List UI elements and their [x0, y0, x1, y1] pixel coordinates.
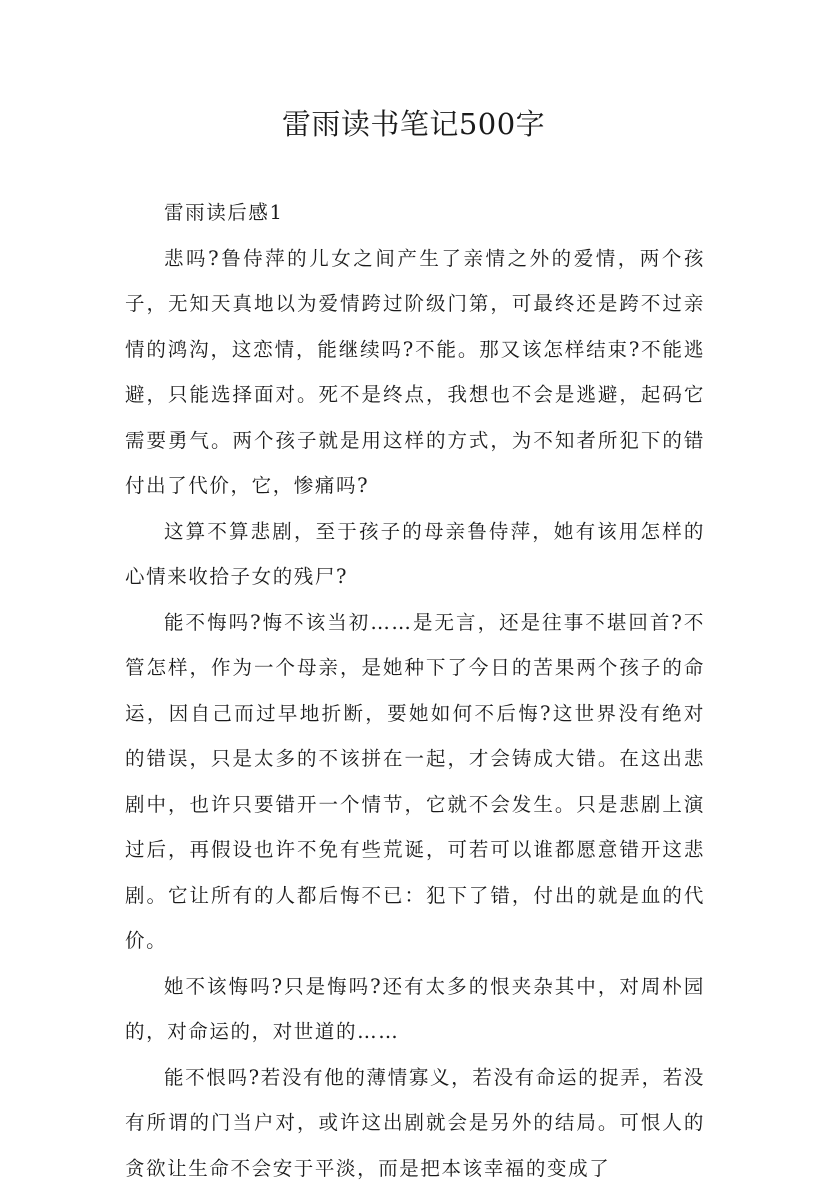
paragraph: 这算不算悲剧，至于孩子的母亲鲁侍萍，她有该用怎样的心情来收拾子女的残尸?: [125, 509, 705, 600]
paragraph: 能不悔吗?悔不该当初……是无言，还是往事不堪回首?不管怎样，作为一个母亲，是她种下了今日的苦果两个孩子的命运，因自己而过早地折断，要她如何不后悔?这世界没有绝对的错误，只是太多的不该拼在一起，才会铸成大错。在这出悲剧中，也许只要错开一个情节，它就不会发生。只是悲剧上演过后，再假设也许不免有些荒诞，可若可以谁都愿意错开这悲剧。它让所有的人都后悔不已：犯下了错，付出的就是血的代价。: [125, 600, 705, 964]
paragraph: 能不恨吗?若没有他的薄情寡义，若没有命运的捉弄，若没有所谓的门当户对，或许这出剧就会是另外的结局。可恨人的贪欲让生命不会安于平淡，而是把本该幸福的变成了: [125, 1055, 705, 1191]
paragraph: 悲吗?鲁侍萍的儿女之间产生了亲情之外的爱情，两个孩子，无知天真地以为爱情跨过阶级门第，可最终还是跨不过亲情的鸿沟，这恋情，能继续吗?不能。那又该怎样结束?不能逃避，只能选择面对。死不是终点，我想也不会是逃避，起码它需要勇气。两个孩子就是用这样的方式，为不知者所犯下的错付出了代价，它，惨痛吗?: [125, 236, 705, 509]
document-title: 雷雨读书笔记500字: [0, 104, 827, 144]
paragraph: 她不该悔吗?只是悔吗?还有太多的恨夹杂其中，对周朴园的，对命运的，对世道的……: [125, 964, 705, 1055]
document-body: [125, 190, 705, 1191]
section-heading: 雷雨读后感1: [125, 190, 705, 236]
